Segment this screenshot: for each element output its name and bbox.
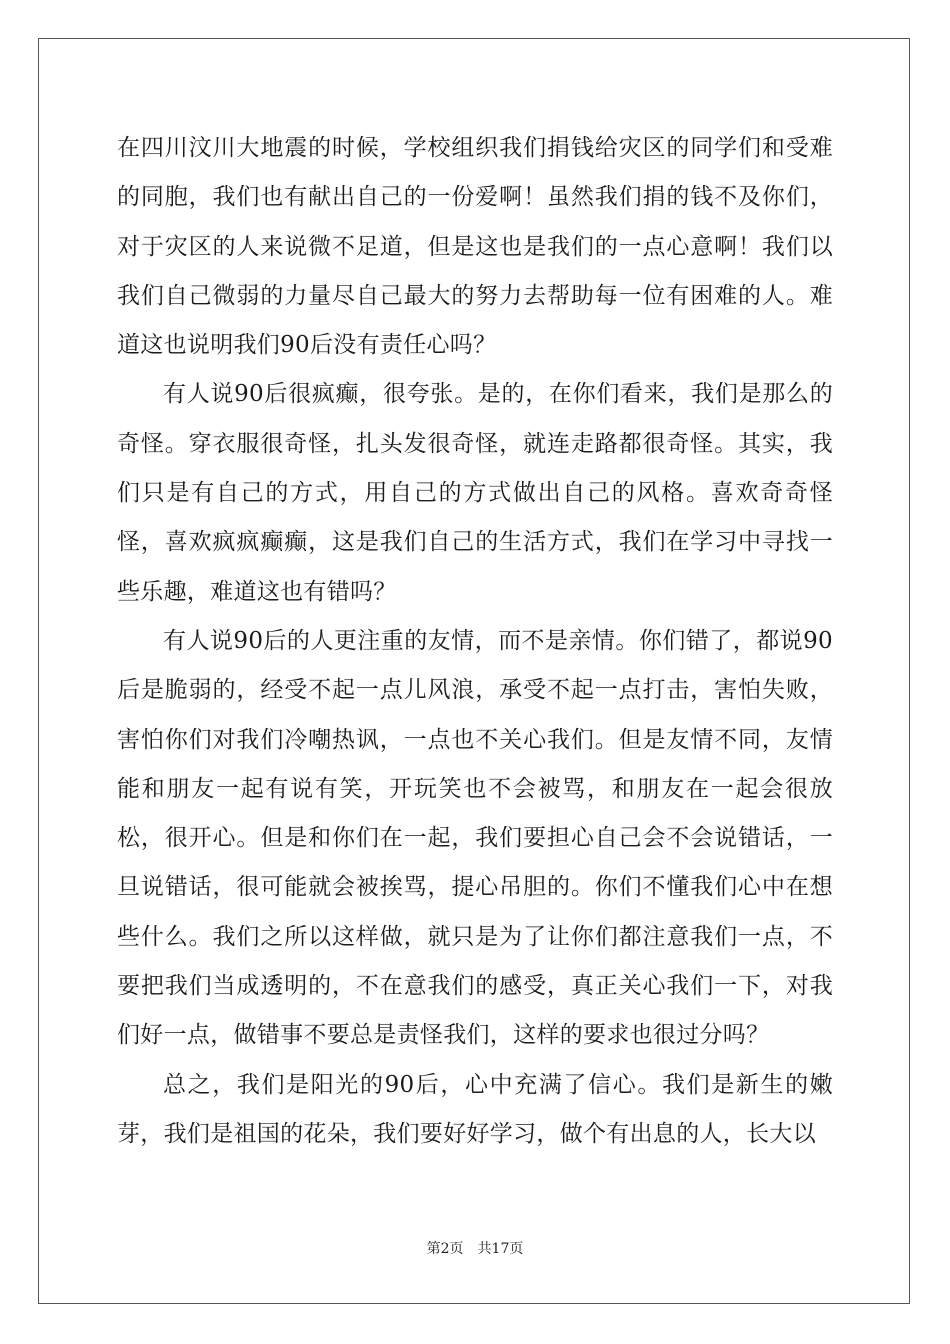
page-number: 第2页 <box>426 1241 464 1257</box>
page-footer <box>0 1238 950 1258</box>
paragraph-3: 有人说90后的人更注重的友情，而不是亲情。你们错了，都说90后是脆弱的，经受不起一点儿风浪，承受不起一点打击，害怕失败，害怕你们对我们冷嘲热讽，一点也不关心我们。但是友情不同，友情能和朋友一起有说有笑，开玩笑也不会被骂，和朋友在一起会很放松，很开心。但是和你们在一起，我们要担心自己会不会说错话，一旦说错话，很可能就会被挨骂，提心吊胆的。你们不懂我们心中在想些什么。我们之所以这样做，就只是为了让你们都注意我们一点，不要把我们当成透明的，不在意我们的感受，真正关心我们一下，对我们好一点，做错事不要总是责怪我们，这样的要求也很过分吗？ <box>117 627 833 1049</box>
paragraph-4: 总之，我们是阳光的90后，心中充满了信心。我们是新生的嫩芽，我们是祖国的花朵，我们要好好学习，做个有出息的人，长大以 <box>117 1071 833 1147</box>
paragraph-1: 在四川汶川大地震的时候，学校组织我们捐钱给灾区的同学们和受难的同胞，我们也有献出自己的一份爱啊！虽然我们捐的钱不及你们，对于灾区的人来说微不足道，但是这也是我们的一点心意啊！我们以我们自己微弱的力量尽自己最大的努力去帮助每一位有困难的人。难道这也说明我们90后没有责任心吗？ <box>117 135 833 359</box>
paragraph-2: 有人说90后很疯癫，很夸张。是的，在你们看来，我们是那么的奇怪。穿衣服很奇怪，扎头发很奇怪，就连走路都很奇怪。其实，我们只是有自己的方式，用自己的方式做出自己的风格。喜欢奇奇怪怪，喜欢疯疯癫癫，这是我们自己的生活方式，我们在学习中寻找一些乐趣，难道这也有错吗？ <box>117 381 833 605</box>
total-pages: 共17页 <box>477 1241 524 1257</box>
document-body <box>117 124 833 1159</box>
